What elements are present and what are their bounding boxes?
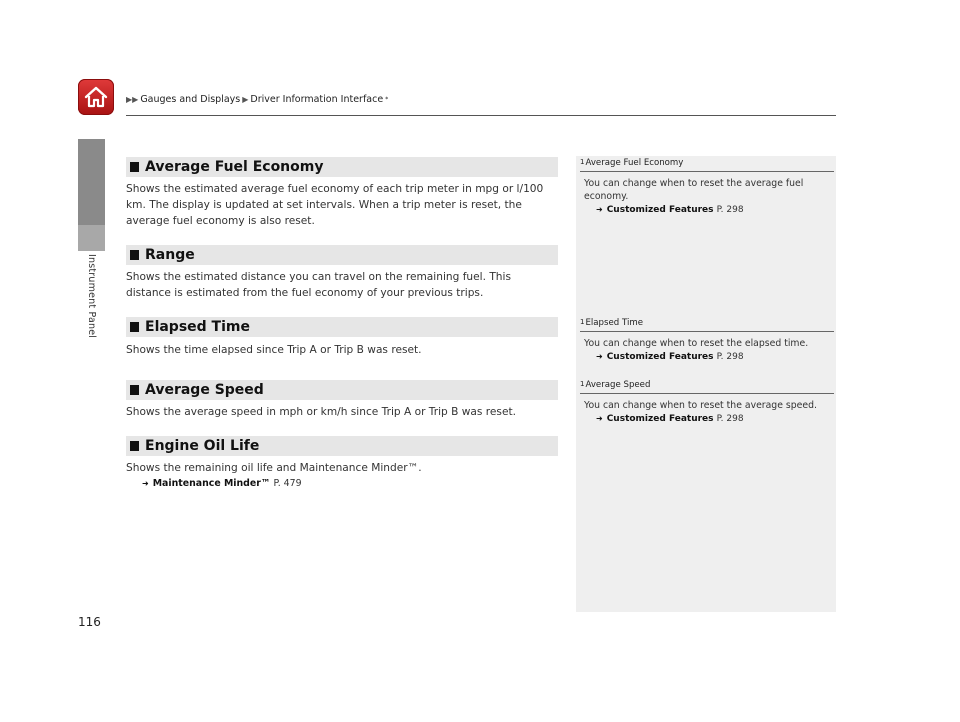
note-title: $^1$Average Speed [580,380,834,394]
note-body: You can change when to reset the average speed. ➜ Customized Features P. 298 [580,394,834,426]
section-heading-elapsed-time: Elapsed Time [126,317,558,337]
breadcrumb-arrow-icon: ▶▶ [126,95,139,104]
section-body-range: Shows the estimated distance you can travel on the remaining fuel. This distance is estimated from the fuel economy of your previous trips. [126,271,511,299]
section-heading-range: Range [126,245,558,265]
chapter-tab-marker [78,225,105,251]
note-average-fuel-economy [580,158,834,217]
square-bullet-icon [130,441,139,451]
section-heading-engine-oil-life: Engine Oil Life [126,436,558,456]
section-body-average-fuel-economy: Shows the estimated average fuel economy of each trip meter in mpg or l/100 km. The display is updated at set intervals. When a trip meter is reset, the average fuel economy is also reset. [126,183,544,227]
section-heading-average-fuel-economy: Average Fuel Economy [126,157,558,177]
home-icon [83,85,109,109]
note-title: $^1$Average Fuel Economy [580,158,834,172]
square-bullet-icon [130,322,139,332]
breadcrumb [126,94,388,105]
page-number: 116 [78,615,101,629]
note-title: $^1$Elapsed Time [580,318,834,332]
xref-arrow-icon: ➜ [142,479,149,488]
square-bullet-icon [130,162,139,172]
home-button[interactable] [78,79,114,115]
note-average-speed [580,380,834,426]
note-body: You can change when to reset the elapsed time. ➜ Customized Features P. 298 [580,332,834,364]
square-bullet-icon [130,385,139,395]
xref-customized-features[interactable]: ➜ Customized Features P. 298 [596,414,744,424]
section-body-engine-oil-life [126,460,558,492]
xref-customized-features[interactable]: ➜ Customized Features P. 298 [596,352,744,362]
section-heading-average-speed: Average Speed [126,380,558,400]
xref-arrow-icon: ➜ [596,205,603,214]
breadcrumb-arrow-icon: ▶ [242,95,249,104]
chapter-label: Instrument Panel [86,254,97,339]
square-bullet-icon [130,250,139,260]
breadcrumb-marker: * [385,96,389,103]
xref-maintenance-minder[interactable]: ➜ Maintenance Minder™ P. 479 [126,476,558,492]
breadcrumb-item-dii[interactable]: Driver Information Interface [250,94,384,105]
xref-arrow-icon: ➜ [596,352,603,361]
note-elapsed-time [580,318,834,364]
chapter-tab [78,139,105,225]
engine-oil-life-text: Shows the remaining oil life and Maintenance Minder™. [126,462,422,474]
xref-customized-features[interactable]: ➜ Customized Features P. 298 [596,205,744,215]
xref-arrow-icon: ➜ [596,414,603,423]
section-body-elapsed-time: Shows the time elapsed since Trip A or Trip B was reset. [126,344,422,356]
note-body: You can change when to reset the average fuel economy. ➜ Customized Features P. 298 [580,172,834,217]
header-divider [126,115,836,116]
section-body-average-speed: Shows the average speed in mph or km/h since Trip A or Trip B was reset. [126,406,516,418]
breadcrumb-item-gauges[interactable]: Gauges and Displays [140,94,241,105]
